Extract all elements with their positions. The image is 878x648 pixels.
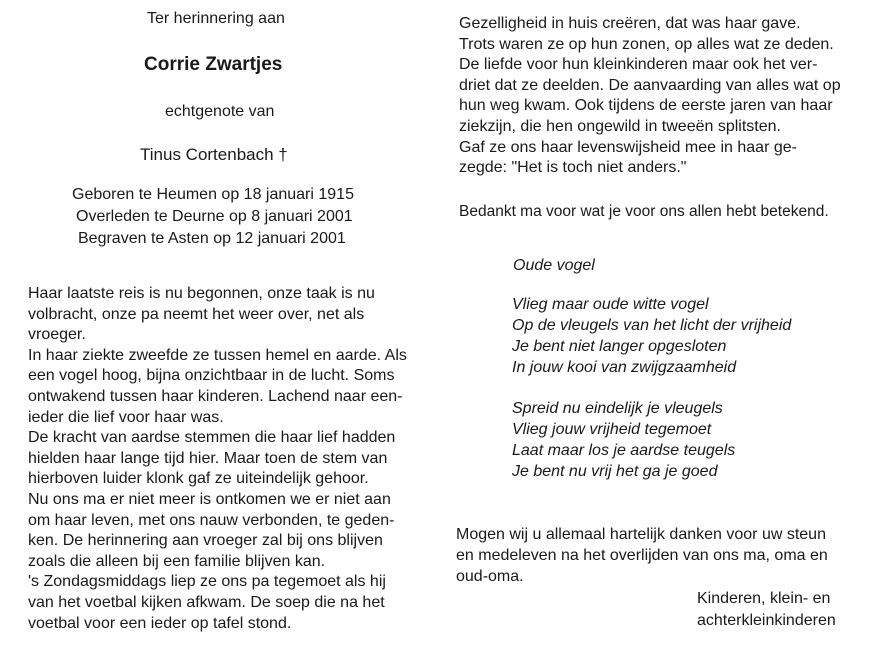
left-text-line: vroeger. xyxy=(28,326,86,344)
thanks-line: Bedankt ma voor wat je voor ons allen hebt betekend. xyxy=(459,203,829,220)
left-text-line: Haar laatste reis is nu begonnen, onze taak is nu xyxy=(28,285,375,302)
poem-line: In jouw kooi van zwijgzaamheid xyxy=(512,359,737,376)
poem-line: Spreid nu eindelijk je vleugels xyxy=(512,400,723,417)
poem-stanza-2 xyxy=(512,399,842,483)
intro-line: Ter herinnering aan xyxy=(147,10,285,27)
poem-line: Op de vleugels van het licht der vrijheid xyxy=(512,317,792,334)
poem-title: Oude vogel xyxy=(513,257,595,274)
death-line: Overleden te Deurne op 8 januari 2001 xyxy=(76,208,353,225)
left-text-line: De kracht van aardse stemmen die haar lief hadden xyxy=(28,429,396,447)
left-text-line: hielden haar lange tijd hier. Maar toen de stem van xyxy=(28,449,388,467)
right-text-line: driet dat ze deelden. De aanvaarding van alles wat op xyxy=(459,76,841,94)
right-text-line: Gaf ze ons haar levenswijsheid mee in haar ge- xyxy=(459,138,797,156)
right-text-line: zegde: "Het is toch niet anders." xyxy=(459,159,687,177)
birth-line: Geboren te Heumen op 18 januari 1915 xyxy=(72,186,354,203)
left-body-text xyxy=(28,284,423,632)
relation-line: echtgenote van xyxy=(165,103,275,120)
left-text-line: een vogel hoog, bijna onzichtbaar in de lucht. Soms xyxy=(28,367,395,385)
right-text-line: De liefde voor hun kleinkinderen maar ook het ver- xyxy=(459,56,818,74)
right-text-line: Trots waren ze op hun zonen, op alles wat ze deden. xyxy=(459,35,834,53)
left-text-line: 's Zondagsmiddags liep ze ons pa tegemoet als hij xyxy=(28,573,386,591)
signature-line-1: Kinderen, klein- en xyxy=(697,590,831,607)
spouse-name: Tinus Cortenbach † xyxy=(140,145,288,164)
left-text-line: volbracht, onze pa neemt het weer over, net als xyxy=(28,305,365,323)
poem-line: Je bent nu vrij het ga je goed xyxy=(512,463,718,480)
left-text-line: In haar ziekte zweefde ze tussen hemel en aarde. Als xyxy=(28,346,407,364)
right-text-line: ziekzijn, die hen ongewild in tweeën splitsten. xyxy=(459,118,781,135)
poem-line: Je bent niet langer opgesloten xyxy=(512,338,727,355)
right-text-line: hun weg kwam. Ook tijdens de eerste jaren van haar xyxy=(459,97,833,115)
poem-line: Laat maar los je aardse teugels xyxy=(512,442,736,459)
left-text-line: ken. De herinnering aan vroeger zal bij ons blijven xyxy=(28,532,383,550)
left-text-line: ieder die lief voor haar was. xyxy=(28,408,224,426)
right-text-line: Gezelligheid in huis creëren, dat was haar gave. xyxy=(459,15,801,32)
deceased-name: Corrie Zwartjes xyxy=(144,54,283,75)
closing-line: en medeleven na het overlijden van ons ma, oma en xyxy=(456,547,828,564)
poem-stanza-1 xyxy=(512,295,842,379)
left-text-line: om haar leven, met ons nauw verbonden, te geden- xyxy=(28,511,395,529)
closing-line: Mogen wij u allemaal hartelijk danken voor uw steun xyxy=(456,526,826,543)
signature-line-2: achterkleinkinderen xyxy=(697,612,836,629)
left-text-line: ontwakend tussen haar kinderen. Lachend naar een- xyxy=(28,388,403,405)
left-text-line: voetbal voor een ieder op tafel stond. xyxy=(28,614,292,632)
closing-text xyxy=(456,525,856,589)
right-body-text xyxy=(459,14,859,184)
left-text-line: hierboven luider klonk gaf ze uiteindelijk gehoor. xyxy=(28,470,369,488)
burial-line: Begraven te Asten op 12 januari 2001 xyxy=(78,230,346,247)
poem-line: Vlieg jouw vrijheid tegemoet xyxy=(512,421,712,438)
left-text-line: Nu ons ma er niet meer is ontkomen we er niet aan xyxy=(28,491,391,508)
left-text-line: zoals die alleen bij een familie blijven kan. xyxy=(28,552,326,570)
closing-line: oud-oma. xyxy=(456,568,524,585)
poem-line: Vlieg maar oude witte vogel xyxy=(512,296,709,313)
left-text-line: van het voetbal kijken afkwam. De soep die na het xyxy=(28,594,385,611)
